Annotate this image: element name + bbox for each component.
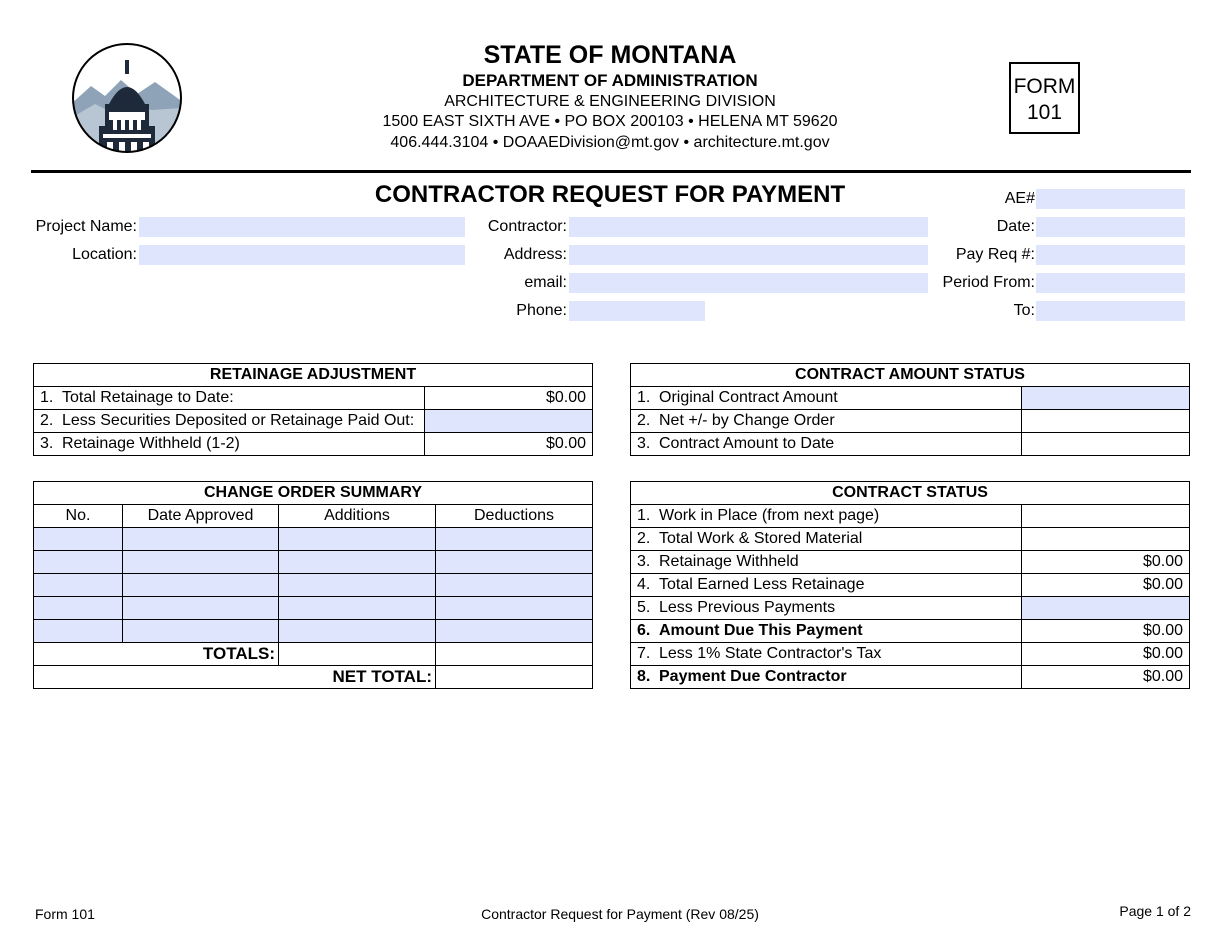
row-number: 3.: [637, 553, 651, 570]
contractor-tax-value: $0.00: [1022, 643, 1190, 666]
ae-number-input[interactable]: [1036, 189, 1185, 209]
state-capitol-logo: [71, 42, 183, 154]
row-label: Payment Due Contractor: [659, 668, 847, 685]
row-label: Less 1% State Contractor's Tax: [659, 645, 882, 662]
period-from-label: Period From:: [942, 274, 1035, 291]
less-previous-payments-input[interactable]: [1022, 597, 1190, 620]
table-row: [631, 551, 1190, 574]
totals-additions-value: [279, 643, 436, 666]
table-header-row: [34, 505, 593, 528]
department-name: DEPARTMENT OF ADMINISTRATION: [462, 71, 758, 90]
project-name-label: Project Name:: [35, 218, 137, 235]
co-additions-input[interactable]: [279, 551, 436, 574]
net-total-label: NET TOTAL:: [34, 666, 436, 689]
row-number: 2.: [637, 530, 651, 547]
row-label: Amount Due This Payment: [659, 622, 863, 639]
period-to-label: To:: [1013, 302, 1035, 319]
co-additions-input[interactable]: [279, 574, 436, 597]
retainage-title: RETAINAGE ADJUSTMENT: [34, 364, 593, 387]
email-input[interactable]: [569, 273, 928, 293]
co-no-input[interactable]: [34, 574, 123, 597]
row-label: Original Contract Amount: [659, 389, 838, 406]
date-input[interactable]: [1036, 217, 1185, 237]
column-header-no: No.: [34, 505, 123, 528]
pay-req-input[interactable]: [1036, 245, 1185, 265]
column-header-date-approved: Date Approved: [123, 505, 279, 528]
table-row: [631, 597, 1190, 620]
table-row: [631, 505, 1190, 528]
footer-form-number: Form 101: [35, 906, 95, 922]
division-contact: 406.444.3104 • DOAAEDivision@mt.gov • architecture.mt.gov: [390, 134, 830, 151]
net-total-row: [34, 666, 593, 689]
securities-deposited-input[interactable]: [425, 410, 593, 433]
co-no-input[interactable]: [34, 620, 123, 643]
row-number: 4.: [637, 576, 651, 593]
table-row: [34, 433, 593, 456]
contract-status-title: CONTRACT STATUS: [631, 482, 1190, 505]
form-number: 101: [1026, 101, 1063, 124]
row-label: Total Earned Less Retainage: [659, 576, 865, 593]
row-label: Retainage Withheld (1-2): [62, 435, 240, 452]
row-number: 8.: [637, 668, 651, 685]
row-number: 1.: [637, 389, 651, 406]
footer-page-number: Page 1 of 2: [1119, 903, 1191, 919]
table-row: [34, 574, 593, 597]
row-number: 6.: [637, 622, 651, 639]
phone-label: Phone:: [516, 302, 567, 319]
co-date-input[interactable]: [123, 574, 279, 597]
table-row: [631, 387, 1190, 410]
row-label: Total Work & Stored Material: [659, 530, 863, 547]
payment-due-contractor-value: $0.00: [1022, 666, 1190, 689]
form-title: CONTRACTOR REQUEST FOR PAYMENT: [374, 181, 846, 208]
co-no-input[interactable]: [34, 551, 123, 574]
co-additions-input[interactable]: [279, 597, 436, 620]
table-row: [34, 387, 593, 410]
co-deductions-input[interactable]: [436, 551, 593, 574]
date-label: Date:: [996, 218, 1035, 235]
header-divider: [31, 170, 1191, 173]
row-number: 5.: [637, 599, 651, 616]
row-label: Less Securities Deposited or Retainage Paid Out:: [62, 412, 415, 429]
table-row: [631, 620, 1190, 643]
column-header-deductions: Deductions: [436, 505, 593, 528]
table-row: [34, 597, 593, 620]
co-deductions-input[interactable]: [436, 574, 593, 597]
contract-amount-to-date-value: [1022, 433, 1190, 456]
row-label: Work in Place (from next page): [659, 507, 880, 524]
change-order-net-value: [1022, 410, 1190, 433]
co-additions-input[interactable]: [279, 528, 436, 551]
co-date-input[interactable]: [123, 551, 279, 574]
contract-amount-title: CONTRACT AMOUNT STATUS: [631, 364, 1190, 387]
work-in-place-value: [1022, 505, 1190, 528]
project-name-input[interactable]: [139, 217, 465, 237]
row-label: Less Previous Payments: [659, 599, 836, 616]
co-deductions-input[interactable]: [436, 597, 593, 620]
row-label: Contract Amount to Date: [659, 435, 835, 452]
co-deductions-input[interactable]: [436, 528, 593, 551]
table-row: [631, 643, 1190, 666]
co-no-input[interactable]: [34, 597, 123, 620]
table-row: [631, 410, 1190, 433]
row-number: 1.: [40, 389, 54, 406]
footer-form-title: Contractor Request for Payment (Rev 08/25): [481, 906, 759, 922]
address-input[interactable]: [569, 245, 928, 265]
row-number: 3.: [40, 435, 54, 452]
change-order-title: CHANGE ORDER SUMMARY: [34, 482, 593, 505]
co-date-input[interactable]: [123, 528, 279, 551]
pay-req-label: Pay Req #:: [955, 246, 1035, 263]
table-row: [631, 666, 1190, 689]
email-label: email:: [524, 274, 567, 291]
totals-deductions-value: [436, 643, 593, 666]
co-no-input[interactable]: [34, 528, 123, 551]
original-contract-amount-input[interactable]: [1022, 387, 1190, 410]
location-label: Location:: [72, 246, 137, 263]
row-number: 1.: [637, 507, 651, 524]
table-row: [34, 620, 593, 643]
table-row: [34, 528, 593, 551]
change-order-summary-table: [33, 481, 593, 689]
contract-status-table: [630, 481, 1190, 689]
row-number: 2.: [40, 412, 54, 429]
contractor-label: Contractor:: [487, 218, 567, 235]
contract-amount-status-table: [630, 363, 1190, 456]
table-row: [34, 410, 593, 433]
table-row: [631, 574, 1190, 597]
total-retainage-value: $0.00: [425, 387, 593, 410]
co-date-input[interactable]: [123, 597, 279, 620]
retainage-adjustment-table: [33, 363, 593, 456]
period-to-input[interactable]: [1036, 301, 1185, 321]
totals-label: TOTALS:: [34, 643, 279, 666]
division-name: ARCHITECTURE & ENGINEERING DIVISION: [444, 93, 776, 110]
contractor-input[interactable]: [569, 217, 928, 237]
period-from-input[interactable]: [1036, 273, 1185, 293]
row-number: 7.: [637, 645, 651, 662]
division-address: 1500 EAST SIXTH AVE • PO BOX 200103 • HELENA MT 59620: [382, 113, 838, 130]
table-row: [34, 551, 593, 574]
net-total-value: [436, 666, 593, 689]
row-label: Retainage Withheld: [659, 553, 799, 570]
address-label: Address:: [503, 246, 567, 263]
co-additions-input[interactable]: [279, 620, 436, 643]
row-label: Net +/- by Change Order: [659, 412, 835, 429]
co-date-input[interactable]: [123, 620, 279, 643]
amount-due-value: $0.00: [1022, 620, 1190, 643]
table-row: [631, 433, 1190, 456]
form-label: FORM: [1013, 75, 1076, 98]
phone-input[interactable]: [569, 301, 705, 321]
location-input[interactable]: [139, 245, 465, 265]
state-title: STATE OF MONTANA: [483, 41, 737, 69]
row-number: 3.: [637, 435, 651, 452]
retainage-withheld-value: $0.00: [425, 433, 593, 456]
total-work-stored-value: [1022, 528, 1190, 551]
form-number-box: [1009, 62, 1080, 134]
totals-row: [34, 643, 593, 666]
retainage-withheld-status-value: $0.00: [1022, 551, 1190, 574]
total-earned-less-retainage-value: $0.00: [1022, 574, 1190, 597]
row-label: Total Retainage to Date:: [62, 389, 234, 406]
table-row: [631, 528, 1190, 551]
co-deductions-input[interactable]: [436, 620, 593, 643]
column-header-additions: Additions: [279, 505, 436, 528]
ae-number-label: AE#: [1004, 190, 1035, 207]
row-number: 2.: [637, 412, 651, 429]
